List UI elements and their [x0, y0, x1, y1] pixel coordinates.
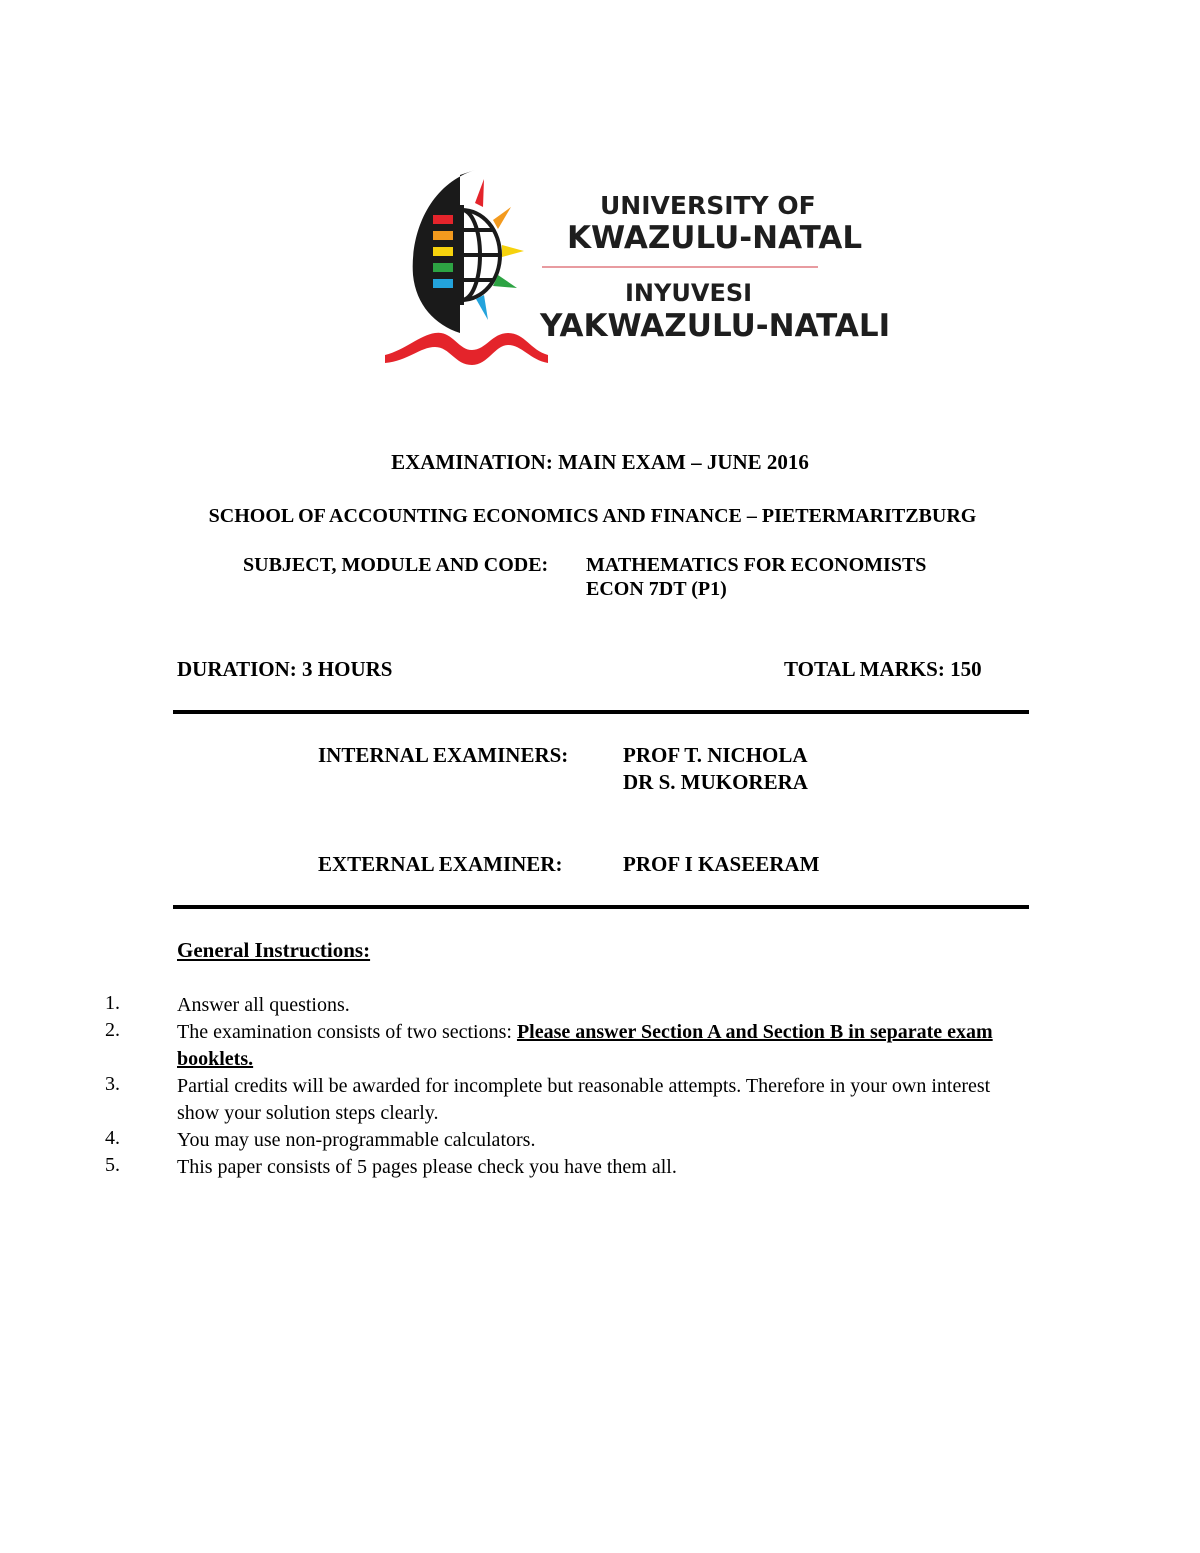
- external-examiner-label: EXTERNAL EXAMINER:: [318, 852, 563, 876]
- instruction-text: You may use non-programmable calculators.: [177, 1129, 536, 1151]
- logo-line-kwazulu-natal: KWAZULU-NATAL: [567, 220, 863, 256]
- subject-value: MATHEMATICS FOR ECONOMISTS: [586, 554, 927, 576]
- divider-bottom: [173, 905, 1029, 909]
- instruction-number: 1.: [105, 992, 120, 1014]
- internal-examiners-label: INTERNAL EXAMINERS:: [318, 743, 569, 767]
- instruction-text: The examination consists of two sections:: [177, 1021, 517, 1043]
- external-examiner-1: PROF I KASEERAM: [623, 852, 820, 876]
- subject-label: SUBJECT, MODULE AND CODE:: [243, 554, 549, 576]
- instruction-text: This paper consists of 5 pages please check you have them all.: [177, 1156, 677, 1178]
- divider-top: [173, 710, 1029, 714]
- internal-examiner-2: DR S. MUKORERA: [623, 770, 808, 794]
- instruction-item-2: [177, 1019, 1007, 1073]
- examination-title: EXAMINATION: MAIN EXAM – JUNE 2016: [391, 450, 809, 474]
- instruction-number: 5.: [105, 1154, 120, 1176]
- total-marks: TOTAL MARKS: 150: [784, 657, 982, 681]
- instruction-emphasis: Please answer Section A and Section B in separate exam booklets.: [177, 1021, 993, 1070]
- logo-line-inyuvesi: INYUVESI: [625, 279, 753, 307]
- logo-line-university-of: UNIVERSITY OF: [600, 191, 816, 220]
- instruction-text: Partial credits will be awarded for incomplete but reasonable attempts. Therefore in your own interest show your solution steps clearly.: [177, 1075, 991, 1124]
- instruction-number: 3.: [105, 1073, 120, 1095]
- internal-examiner-1: PROF T. NICHOLA: [623, 743, 808, 767]
- instruction-text: Answer all questions.: [177, 994, 350, 1016]
- subject-code: ECON 7DT (P1): [586, 578, 727, 600]
- instruction-number: 4.: [105, 1127, 120, 1149]
- duration: DURATION: 3 HOURS: [177, 657, 393, 681]
- instructions-heading: General Instructions:: [177, 938, 371, 962]
- university-logo: [380, 165, 891, 370]
- instruction-number: 2.: [105, 1019, 120, 1041]
- school-name: SCHOOL OF ACCOUNTING ECONOMICS AND FINANCE – PIETERMARITZBURG: [208, 505, 977, 527]
- logo-line-yakwazulu-natali: YAKWAZULU-NATALI: [540, 308, 891, 344]
